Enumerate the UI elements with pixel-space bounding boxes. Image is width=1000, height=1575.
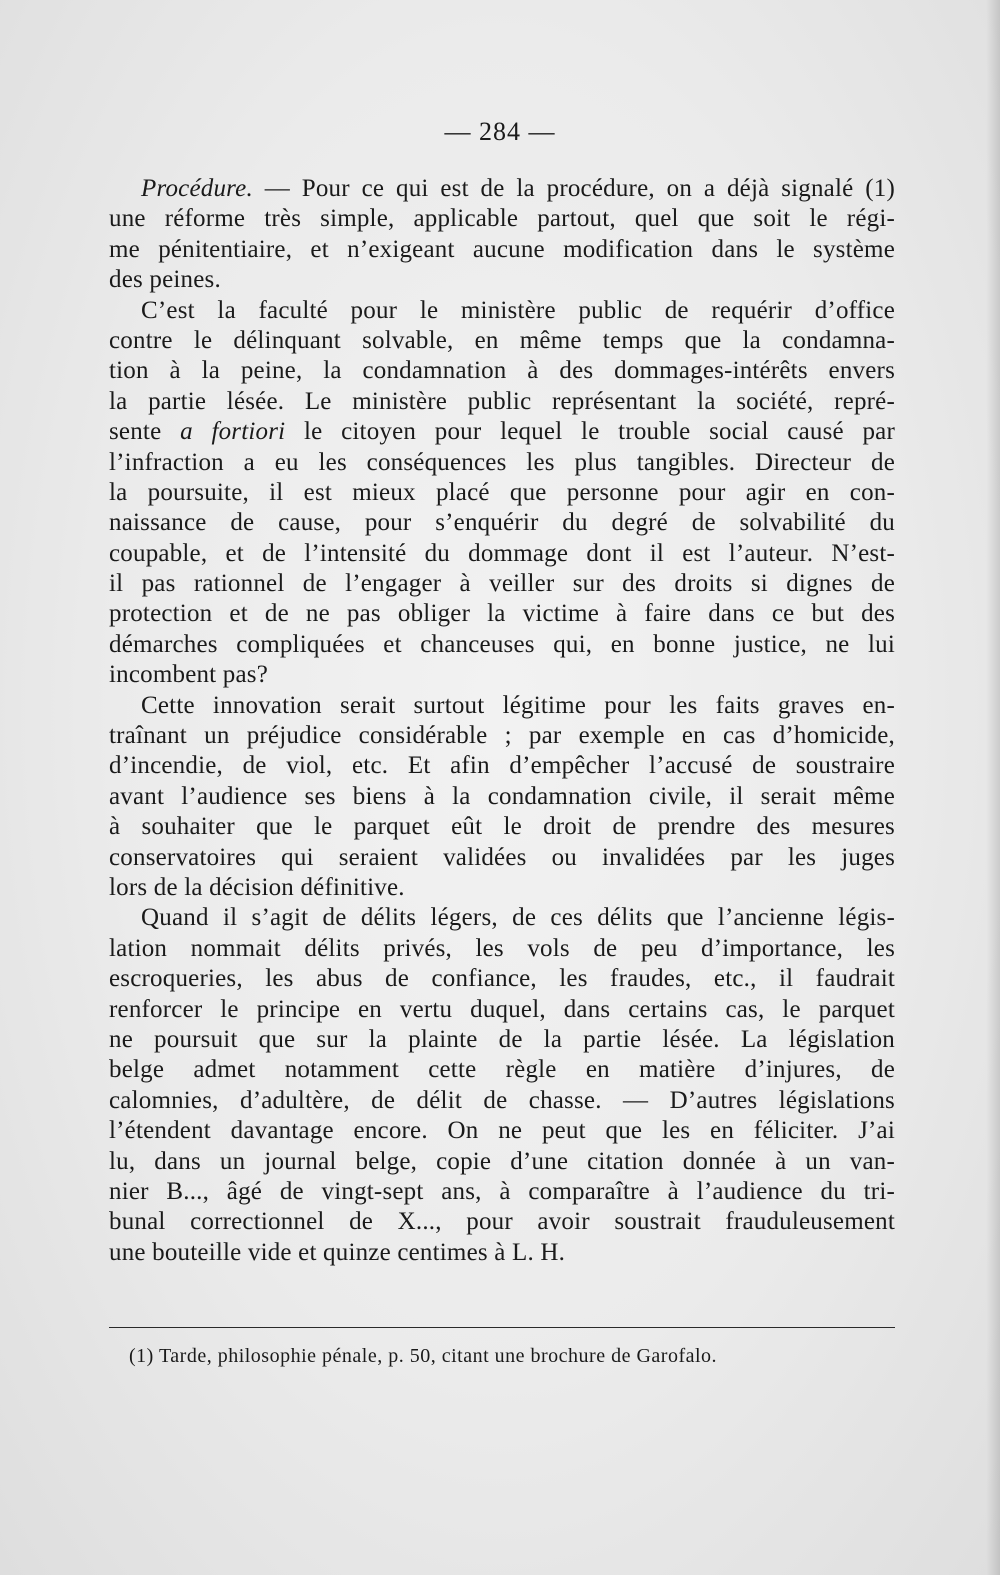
text-line: Cette innovation serait surtout légitime pour les faits graves en- — [141, 691, 895, 719]
footnote: (1) Tarde, philosophie pénale, p. 50, citant une brochure de Garofalo. — [129, 1345, 718, 1367]
text-line: démarches compliquées et chanceuses qui, en bonne justice, ne lui — [109, 630, 895, 658]
text-line: il pas rationnel de l’engager à veiller sur des droits si dignes de — [109, 570, 895, 598]
text-line: sente a fortiori le citoyen pour lequel le trouble social causé par — [109, 418, 895, 446]
text-line: escroqueries, les abus de confiance, les fraudes, etc., il faudrait — [109, 965, 895, 993]
text-line: l’étendent davantage encore. On ne peut que les en féliciter. J’ai — [109, 1117, 895, 1145]
text-line: tion à la peine, la condamnation à des dommages-intérêts envers — [109, 357, 895, 385]
text-line — [109, 174, 895, 204]
text-line: renforcer le principe en vertu duquel, dans certains cas, le parquet — [109, 995, 895, 1023]
text-line: calomnies, d’adultère, de délit de chasse. — D’autres législations — [109, 1086, 895, 1114]
paragraph-innovation — [109, 691, 895, 904]
paragraph-delits-legers — [109, 903, 895, 1268]
main-text — [109, 174, 895, 1268]
text-line: d’incendie, de viol, etc. Et afin d’empêcher l’accusé de soustraire — [109, 752, 895, 780]
text-line: l’infraction a eu les conséquences les plus tangibles. Directeur de — [109, 448, 895, 476]
text-line: conservatoires qui seraient validées ou invalidées par les juges — [109, 843, 895, 871]
text-line: à souhaiter que le parquet eût le droit de prendre des mesures — [109, 813, 895, 841]
text-line: me pénitentiaire, et n’exigeant aucune modification dans le système — [109, 235, 895, 263]
text-line: bunal correctionnel de X..., pour avoir soustrait frauduleusement — [109, 1208, 895, 1236]
text-line: Quand il s’agit de délits légers, de ces délits que l’ancienne légis- — [141, 904, 895, 932]
paragraph-faculte — [109, 296, 895, 691]
page-number: — 284 — — [444, 117, 556, 146]
page-gutter-shadow — [986, 0, 1000, 1575]
text-line: protection et de ne pas obliger la victime à faire dans ce but des — [109, 600, 895, 628]
text-line: la partie lésée. Le ministère public représentant la société, repré- — [109, 387, 895, 415]
text-line: avant l’audience ses biens à la condamnation civile, il serait même — [109, 782, 895, 810]
text-line: des peines. — [109, 266, 221, 294]
text-line: C’est la faculté pour le ministère public de requérir d’office — [141, 296, 895, 324]
text-line: traînant un préjudice considérable ; par exemple en cas d’homicide, — [109, 722, 895, 750]
text-line: coupable, et de l’intensité du dommage dont il est l’auteur. N’est- — [109, 539, 895, 567]
paragraph-procedure — [109, 174, 895, 296]
text-line: Procédure. — Pour ce qui est de la procédure, on a déjà signalé (1) — [141, 175, 895, 202]
text-line: ne poursuit que sur la plainte de la partie lésée. La législation — [109, 1025, 895, 1053]
text-line: la poursuite, il est mieux placé que personne pour agir en con- — [109, 478, 895, 506]
text-line: contre le délinquant solvable, en même temps que la condamna- — [109, 326, 895, 354]
text-line: incombent pas? — [109, 661, 269, 689]
text-line: nier B..., âgé de vingt-sept ans, à comparaître à l’audience du tri- — [109, 1177, 895, 1205]
latin-phrase: a fortiori — [180, 418, 286, 446]
text-line: lu, dans un journal belge, copie d’une citation donnée à un van- — [109, 1147, 895, 1175]
text-line: naissance de cause, pour s’enquérir du degré de solvabilité du — [109, 509, 895, 537]
text-line: lors de la décision définitive. — [109, 873, 405, 901]
text-line: belge admet notamment cette règle en matière d’injures, de — [109, 1056, 895, 1084]
text-line: une réforme très simple, applicable partout, quel que soit le régi- — [109, 205, 895, 233]
section-heading: Procédure. — [141, 175, 253, 202]
text-line: une bouteille vide et quinze centimes à L. H. — [109, 1238, 566, 1266]
text-line: lation nommait délits privés, les vols de peu d’importance, les — [109, 934, 895, 962]
footnote-divider — [109, 1327, 895, 1328]
